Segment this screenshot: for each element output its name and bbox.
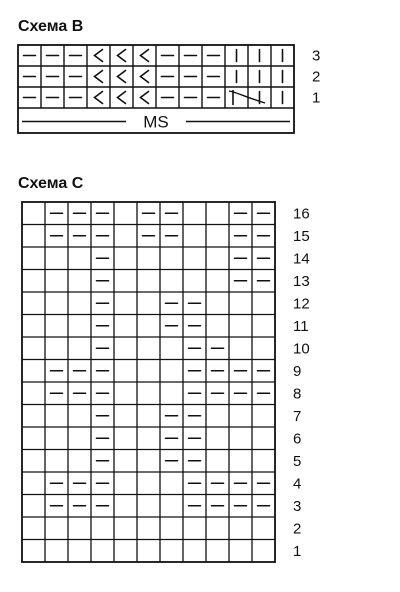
row-number-label: 1 [312,89,321,107]
ms-label: MS [143,112,169,132]
row-number-label: 9 [293,362,302,380]
row-number-label: 10 [293,340,310,358]
scheme-c-chart [22,202,310,562]
scheme-c-title: Схема С [18,175,84,192]
row-number-label: 2 [293,520,302,538]
row-number-label: 2 [312,68,321,86]
row-number-label: 14 [293,250,310,268]
row-number-label: 3 [312,47,321,65]
row-number-label: 15 [293,227,310,245]
row-number-label: 8 [293,385,302,403]
row-number-label: 13 [293,272,310,290]
row-number-label: 16 [293,205,310,223]
row-number-label: 3 [293,497,302,515]
row-number-label: 11 [293,317,309,335]
row-number-label: 6 [293,430,302,448]
row-number-label: 5 [293,452,302,470]
row-number-label: 12 [293,295,310,313]
row-number-label: 4 [293,475,302,493]
scheme-b-chart [18,45,320,133]
row-number-label: 7 [293,407,302,425]
row-number-label: 1 [293,542,302,560]
scheme-b-title: Схема В [18,18,84,35]
